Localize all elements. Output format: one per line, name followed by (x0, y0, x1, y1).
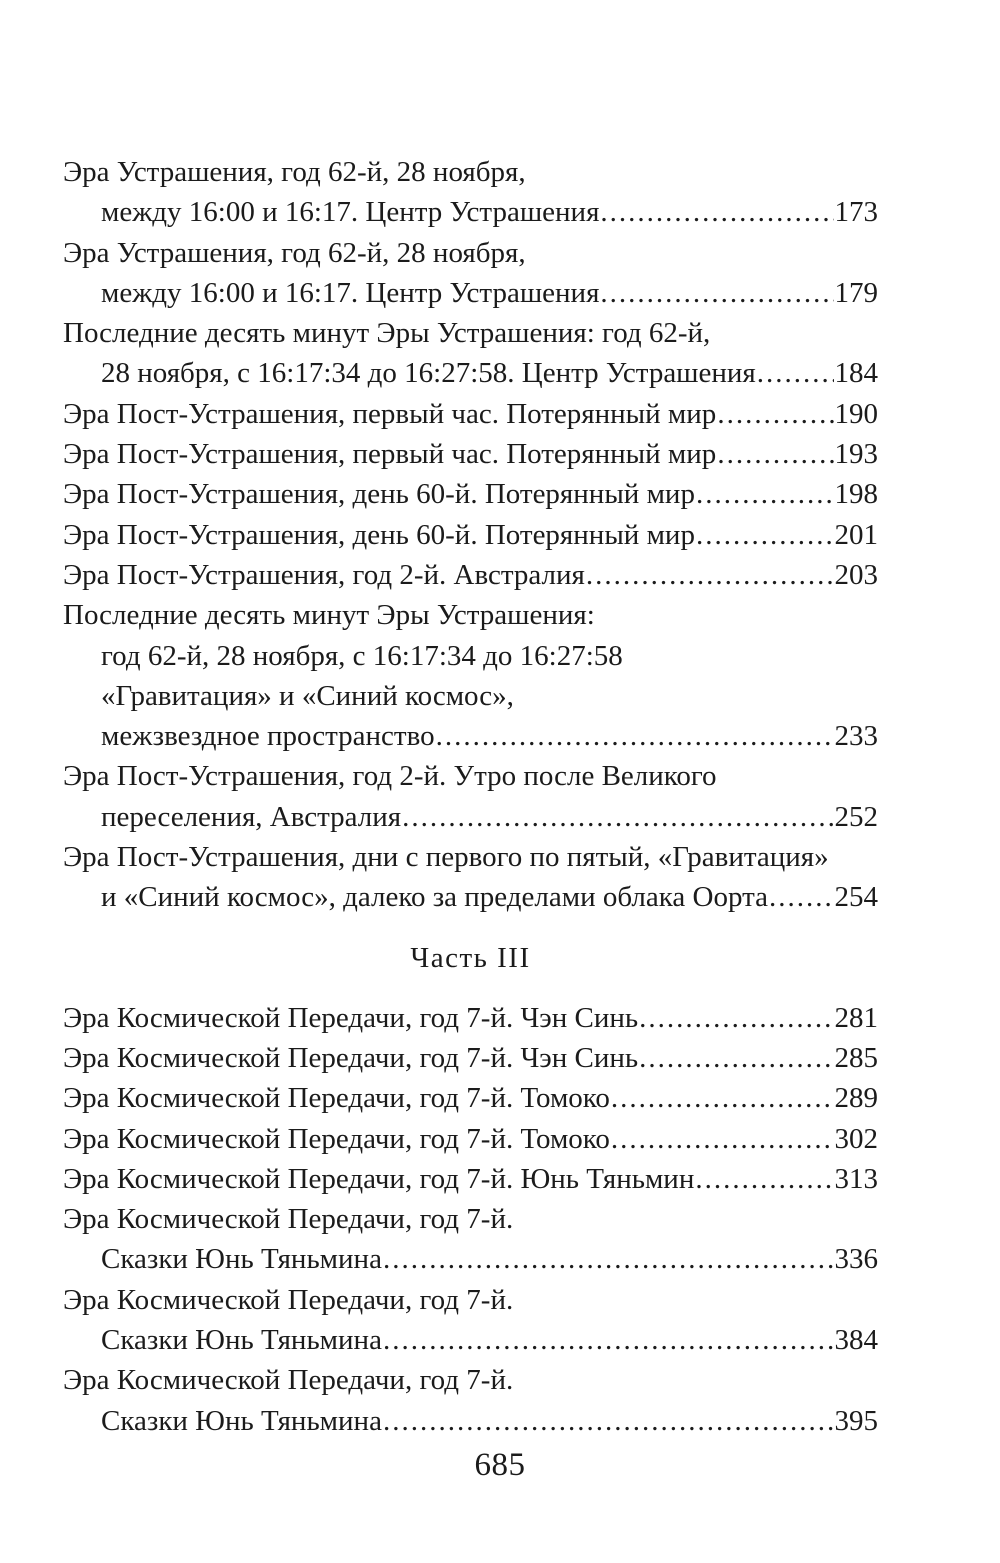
toc-entry-text: «Гравитация» и «Синий космос», (101, 679, 514, 712)
toc-entry-line (63, 756, 878, 796)
toc-entry-text: Последние десять минут Эры Устрашения: (63, 599, 595, 632)
toc-entry-line (63, 1239, 878, 1279)
toc-page-number: 173 (834, 196, 878, 229)
page-number: 685 (474, 1447, 526, 1483)
toc-page-number: 384 (834, 1324, 878, 1357)
dot-leader (757, 353, 834, 393)
toc-entry-text: Сказки Юнь Тяньмина (101, 1324, 382, 1357)
toc-entry-line (63, 837, 878, 877)
toc-entry (63, 152, 878, 233)
toc-entry-line (63, 1038, 878, 1078)
toc-entry (63, 837, 878, 918)
toc-entry-line (63, 1199, 878, 1239)
toc-page-number: 198 (834, 478, 878, 511)
toc-entry (63, 1038, 878, 1078)
toc-entry (63, 434, 878, 474)
dot-leader (586, 555, 834, 595)
toc-entry-text: Эра Пост-Устрашения, год 2-й. Утро после Великого (63, 760, 717, 793)
toc-entry-text: Эра Космической Передачи, год 7-й. Юнь Тяньмин (63, 1162, 695, 1195)
toc-entry-line (63, 1401, 878, 1441)
toc-entry-text: Эра Пост-Устрашения, первый час. Потерянный мир (63, 438, 717, 471)
toc-entry (63, 998, 878, 1038)
toc-entry-text: Эра Космической Передачи, год 7-й. Томоко (63, 1122, 610, 1155)
dot-leader (436, 716, 834, 756)
toc-entry-line (63, 152, 878, 192)
toc-part-2-entries (63, 152, 878, 918)
toc-entry (63, 474, 878, 514)
toc-entry-line (63, 676, 878, 716)
dot-leader (383, 1239, 834, 1279)
toc-page-number: 336 (834, 1243, 878, 1276)
toc-page-number: 302 (834, 1122, 878, 1155)
dot-leader (695, 1159, 833, 1199)
toc-entry-text: Эра Устрашения, год 62-й, 28 ноября, (63, 236, 526, 269)
toc-entry (63, 1119, 878, 1159)
toc-entry-text: Эра Пост-Устрашения, день 60-й. Потерянный мир (63, 518, 695, 551)
toc-entry-text: между 16:00 и 16:17. Центр Устрашения (101, 276, 600, 309)
dot-leader (639, 998, 833, 1038)
toc-entry-text: переселения, Австралия (101, 800, 402, 833)
toc-entry (63, 515, 878, 555)
dot-leader (383, 1320, 834, 1360)
toc-entry-text: Эра Космической Передачи, год 7-й. (63, 1283, 514, 1316)
dot-leader (717, 434, 833, 474)
toc-entry-text: Эра Космической Передачи, год 7-й. (63, 1364, 514, 1397)
dot-leader (639, 1038, 833, 1078)
toc-page-number: 254 (834, 881, 878, 914)
toc-entry-text: Сказки Юнь Тяньмина (101, 1243, 382, 1276)
toc-entry-line (63, 1159, 878, 1199)
toc-page-number: 395 (834, 1404, 878, 1437)
toc-entry-text: Эра Пост-Устрашения, год 2-й. Австралия (63, 558, 585, 591)
toc-entry-text: Эра Пост-Устрашения, первый час. Потерянный мир (63, 397, 717, 430)
toc-entry (63, 555, 878, 595)
toc-entry (63, 595, 878, 756)
toc-page-number: 179 (834, 276, 878, 309)
toc-entry-text: Сказки Юнь Тяньмина (101, 1404, 382, 1437)
toc-entry (63, 394, 878, 434)
toc-entry-text: и «Синий космос», далеко за пределами облака Оорта (101, 881, 768, 914)
toc-entry-line (63, 1320, 878, 1360)
toc-entry (63, 1078, 878, 1118)
toc-entry-line (63, 434, 878, 474)
toc-entry-text: Последние десять минут Эры Устрашения: год 62-й, (63, 317, 711, 350)
toc-entry-line (63, 1119, 878, 1159)
toc-part-3-entries (63, 998, 878, 1441)
toc-entry-line (63, 192, 878, 232)
toc-entry-line (63, 394, 878, 434)
toc-entry-text: Эра Устрашения, год 62-й, 28 ноября, (63, 156, 526, 188)
toc-page-number: 281 (834, 1001, 878, 1034)
toc-entry-line (63, 233, 878, 273)
toc-entry (63, 1360, 878, 1441)
toc-entry-text: Эра Пост-Устрашения, дни с первого по пятый, «Гравитация» (63, 841, 829, 874)
toc-entry-line (63, 515, 878, 555)
dot-leader (696, 515, 834, 555)
toc-entry-line (63, 474, 878, 514)
toc-page-number: 201 (834, 518, 878, 551)
toc-entry-line (63, 595, 878, 635)
part-heading: Часть III (410, 941, 531, 974)
toc-page-number: 313 (834, 1162, 878, 1195)
toc-entry (63, 1159, 878, 1199)
toc-entry-text: Эра Космической Передачи, год 7-й. Чэн Синь (63, 1041, 639, 1074)
toc-entry (63, 1280, 878, 1361)
toc-page-number: 203 (834, 558, 878, 591)
toc-entry-line (63, 1280, 878, 1320)
dot-leader (383, 1401, 834, 1441)
toc-entry-line (63, 313, 878, 353)
toc-entry-line (63, 716, 878, 756)
table-of-contents (63, 152, 878, 1441)
toc-entry-line (63, 273, 878, 313)
toc-entry-text: Эра Космической Передачи, год 7-й. Чэн Синь (63, 1001, 639, 1034)
toc-entry-text: межзвездное пространство (101, 720, 435, 753)
dot-leader (600, 273, 833, 313)
dot-leader (611, 1119, 834, 1159)
dot-leader (611, 1078, 834, 1118)
toc-page-number: 184 (834, 357, 878, 390)
toc-page-number: 233 (834, 720, 878, 753)
toc-entry-line (63, 998, 878, 1038)
toc-entry-text: Эра Космической Передачи, год 7-й. (63, 1203, 514, 1236)
toc-page-number: 252 (834, 800, 878, 833)
toc-entry-text: между 16:00 и 16:17. Центр Устрашения (101, 196, 600, 229)
toc-page-number: 285 (834, 1041, 878, 1074)
dot-leader (696, 474, 834, 514)
toc-entry-line (63, 636, 878, 676)
toc-entry-line (63, 1360, 878, 1400)
toc-entry-text: год 62-й, 28 ноября, с 16:17:34 до 16:27:58 (101, 639, 623, 672)
toc-entry-line (63, 877, 878, 917)
toc-entry (63, 233, 878, 314)
toc-entry-text: Эра Пост-Устрашения, день 60-й. Потерянный мир (63, 478, 695, 511)
toc-entry (63, 313, 878, 394)
toc-entry (63, 756, 878, 837)
toc-entry-line (63, 797, 878, 837)
toc-entry-text: 28 ноября, с 16:17:34 до 16:27:58. Центр Устрашения (101, 357, 756, 390)
toc-entry-line (63, 1078, 878, 1118)
toc-page-number: 190 (834, 397, 878, 430)
dot-leader (600, 192, 833, 232)
toc-entry (63, 1199, 878, 1280)
toc-page-number: 289 (834, 1082, 878, 1115)
toc-entry-line (63, 555, 878, 595)
toc-page-number: 193 (834, 438, 878, 471)
toc-entry-text: Эра Космической Передачи, год 7-й. Томоко (63, 1082, 610, 1115)
toc-entry-line (63, 353, 878, 393)
dot-leader (402, 797, 833, 837)
dot-leader (769, 877, 834, 917)
dot-leader (717, 394, 833, 434)
